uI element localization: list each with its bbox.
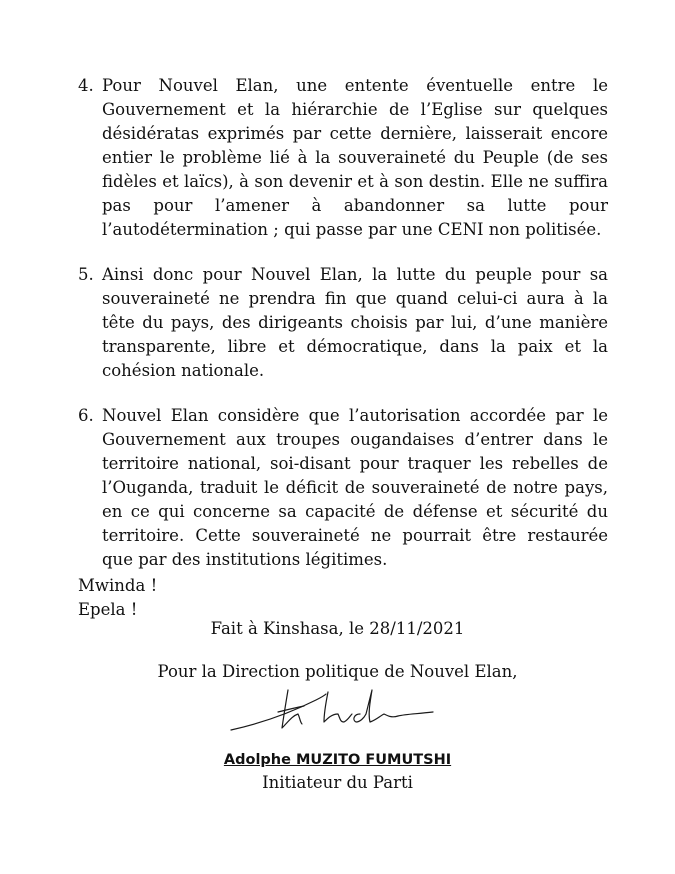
handwritten-signature <box>228 684 438 736</box>
point-item <box>78 404 608 572</box>
point-number: 6. <box>78 406 94 425</box>
slogan-mwinda: Mwinda ! <box>78 576 158 595</box>
point-number: 4. <box>78 76 94 95</box>
slogan-epela: Epela ! <box>78 600 138 619</box>
signer-name: Adolphe MUZITO FUMUTSHI <box>223 752 452 768</box>
numbered-points <box>78 74 608 593</box>
point-item <box>78 263 608 383</box>
point-text: Pour Nouvel Elan, une entente éventuelle entre le Gouvernement et la hiérarchie de l’Eglise sur quelques désidératas exprimés par cette dernière, laisserait encore entier le problème lié à la souveraineté du Peuple (de ses fidèles et laïcs), à son devenir et à son destin. Elle ne suffira pas pour l’amener à abandonner sa lutte pour l’autodétermination ; qui passe par une CENI non politisée. <box>102 76 608 239</box>
point-number: 5. <box>78 265 94 284</box>
point-item <box>78 74 608 242</box>
point-text: Ainsi donc pour Nouvel Elan, la lutte du peuple pour sa souveraineté ne prendra fin que quand celui-ci aura à la tête du pays, des dirigeants choisis par lui, d’une manière transparente, libre et démocratique, dans la paix et la cohésion nationale. <box>102 265 608 380</box>
place-and-date: Fait à Kinshasa, le 28/11/2021 <box>210 619 465 638</box>
signer-role: Initiateur du Parti <box>262 773 413 792</box>
closing-slogans <box>78 574 157 622</box>
direction-line: Pour la Direction politique de Nouvel Elan, <box>157 662 518 681</box>
point-text: Nouvel Elan considère que l’autorisation accordée par le Gouvernement aux troupes ougandaises d’entrer dans le territoire national, soi-disant pour traquer les rebelles de l’Ouganda, traduit le déficit de souveraineté de notre pays, en ce qui concerne sa capacité de défense et sécurité du territoire. Cette souveraineté ne pourrait être restaurée que par des institutions légitimes. <box>102 406 608 569</box>
